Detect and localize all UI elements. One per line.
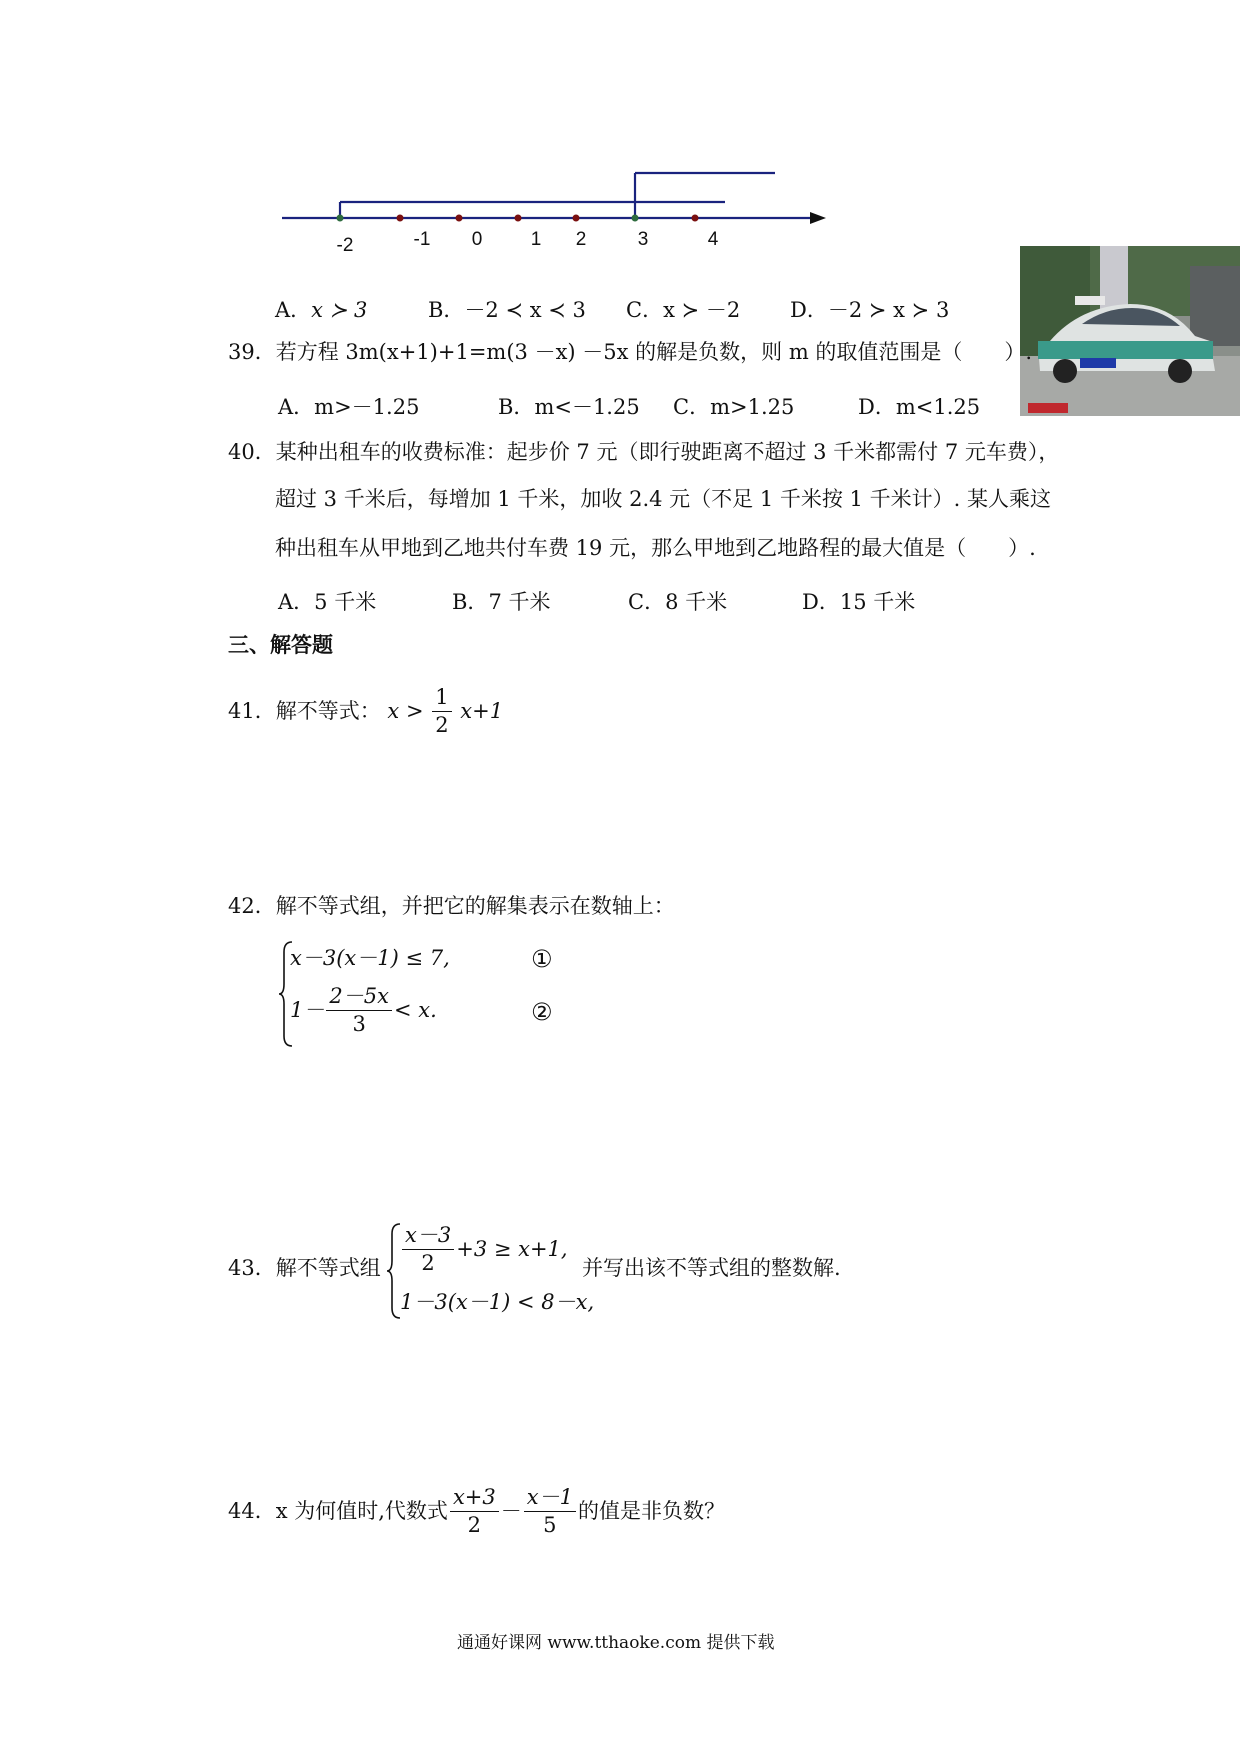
fraction-denominator: 5: [543, 1513, 557, 1538]
q38-option-a: [275, 294, 367, 324]
fraction-numerator: x－1: [524, 1486, 576, 1512]
math-lhs: x >: [387, 699, 424, 724]
option-text: x ≻ －2: [663, 298, 741, 322]
question-number: 44．: [228, 1499, 276, 1524]
fraction-denominator: 3: [352, 1012, 366, 1037]
q39-option-c: [673, 391, 794, 421]
question-number: 41．: [228, 699, 276, 724]
q40-option-d: [802, 586, 915, 616]
option-letter: C．: [673, 395, 711, 419]
q41: [228, 686, 503, 737]
fraction-1: [450, 1486, 499, 1537]
q43-inequality-1: [400, 1224, 568, 1275]
question-number: 43．: [228, 1256, 276, 1280]
q39-option-a: [278, 391, 419, 421]
math-text: +3 ≥ x+1,: [456, 1237, 568, 1262]
question-text: 超过 3 千米后，每增加 1 千米，加收 2.4 元（不足 1 千米按 1 千米计）. 某人乘这: [275, 487, 1051, 511]
option-letter: C．: [626, 298, 664, 322]
fraction-numerator: 1: [432, 686, 451, 712]
option-letter: D．: [858, 395, 896, 419]
point-2: [573, 215, 580, 222]
option-text: m<1.25: [895, 395, 981, 419]
option-letter: A．: [278, 590, 315, 614]
fraction-numerator: x－3: [402, 1224, 454, 1250]
tick-label-4: 4: [707, 229, 719, 250]
minus-sign: －: [500, 1499, 522, 1524]
tick-label-1: 1: [530, 229, 542, 250]
option-text: m<－1.25: [534, 395, 640, 419]
q38-option-b: [428, 294, 586, 324]
axis-arrow-icon: [810, 212, 826, 224]
point-4: [692, 215, 699, 222]
question-number: 42．: [228, 894, 276, 918]
tick-label-2: 2: [575, 229, 587, 250]
q43-prefix: [228, 1258, 381, 1279]
q43-inequality-2: 1－3(x－1) < 8－x,: [400, 1290, 595, 1314]
q39-stem: [228, 342, 1032, 363]
option-text: －2 ≻ x ≻ 3: [827, 298, 950, 322]
q40-option-c: [628, 586, 727, 616]
fraction-numerator: 2－5x: [326, 985, 392, 1011]
question-text: 若方程 3m(x+1)+1=m(3 －x) －5x 的解是负数，则 m 的取值范围是（ ）.: [275, 340, 1033, 364]
option-letter: B．: [498, 395, 535, 419]
question-number: 39．: [228, 340, 276, 364]
fraction-one-half: [432, 686, 451, 737]
q40-line-1: [228, 442, 1059, 463]
q40-line-3: [275, 538, 1036, 559]
taxi-photo: [1020, 246, 1240, 416]
math-text: < x.: [393, 998, 437, 1023]
fraction: [326, 985, 392, 1036]
option-text: －2 ≺ x ≺ 3: [464, 298, 586, 322]
q38-option-d: [790, 294, 949, 324]
q43-suffix: 并写出该不等式组的整数解.: [582, 1256, 841, 1280]
q39-option-b: [498, 391, 640, 421]
q42-inequality-2: [290, 985, 437, 1036]
number-line-figure: [270, 160, 840, 260]
option-text: 7 千米: [488, 590, 551, 614]
q40-option-a: [278, 586, 376, 616]
question-text: 种出租车从甲地到乙地共付车费 19 元，那么甲地到乙地路程的最大值是（ ）.: [275, 536, 1036, 560]
option-letter: D．: [790, 298, 828, 322]
section-title: 三、解答题: [228, 632, 333, 657]
option-letter: D．: [802, 590, 840, 614]
option-text: x ≻ 3: [311, 298, 368, 322]
question-number: 40．: [228, 440, 276, 464]
footer-text: 通通好课网 www.tthaoke.com 提供下载: [457, 1633, 775, 1653]
question-text: 解不等式组，并把它的解集表示在数轴上：: [275, 894, 675, 918]
fraction-denominator: 2: [435, 713, 449, 738]
math-text: 1－: [290, 998, 325, 1023]
question-text: 某种出租车的收费标准：起步价 7 元（即行驶距离不超过 3 千米都需付 7 元车费），: [275, 440, 1060, 464]
option-letter: B．: [452, 590, 489, 614]
option-text: m>1.25: [710, 395, 795, 419]
fraction-2: [524, 1486, 576, 1537]
option-letter: B．: [428, 298, 465, 322]
tick-label-0: 0: [471, 229, 483, 250]
fraction-denominator: 2: [467, 1513, 482, 1538]
option-text: m>－1.25: [314, 395, 420, 419]
option-letter: A．: [278, 395, 315, 419]
question-text: x 为何值时,代数式: [275, 1499, 448, 1524]
question-text: 解不等式组: [275, 1256, 381, 1280]
fraction-numerator: x+3: [450, 1486, 499, 1512]
point-1: [515, 215, 522, 222]
q42-stem: [228, 896, 675, 917]
q42-mark-1: ①: [531, 945, 553, 973]
q40-line-2: [275, 489, 1051, 510]
q38-option-c: [626, 294, 740, 324]
option-text: 15 千米: [839, 590, 916, 614]
fraction-denominator: 2: [421, 1251, 435, 1276]
q40-option-b: [452, 586, 550, 616]
tick-label-3: 3: [637, 229, 649, 250]
tick-label-neg1: -1: [413, 229, 431, 250]
option-letter: A．: [275, 298, 312, 322]
question-text: 解不等式：: [275, 699, 381, 724]
tick-label-neg2: -2: [336, 235, 354, 256]
point-0: [456, 215, 463, 222]
q44: [228, 1486, 725, 1537]
math-rhs: x+1: [460, 699, 504, 724]
option-text: 8 千米: [665, 590, 728, 614]
point-neg2: [337, 215, 344, 222]
point-3: [632, 215, 639, 222]
fraction: [402, 1224, 454, 1275]
option-letter: C．: [628, 590, 666, 614]
q39-option-d: [858, 391, 980, 421]
question-text: 的值是非负数？: [577, 1499, 725, 1524]
q42-mark-2: ②: [531, 998, 553, 1026]
point-neg1: [397, 215, 404, 222]
q42-inequality-1: x－3(x－1) ≤ 7,: [290, 946, 450, 970]
option-text: 5 千米: [314, 590, 377, 614]
